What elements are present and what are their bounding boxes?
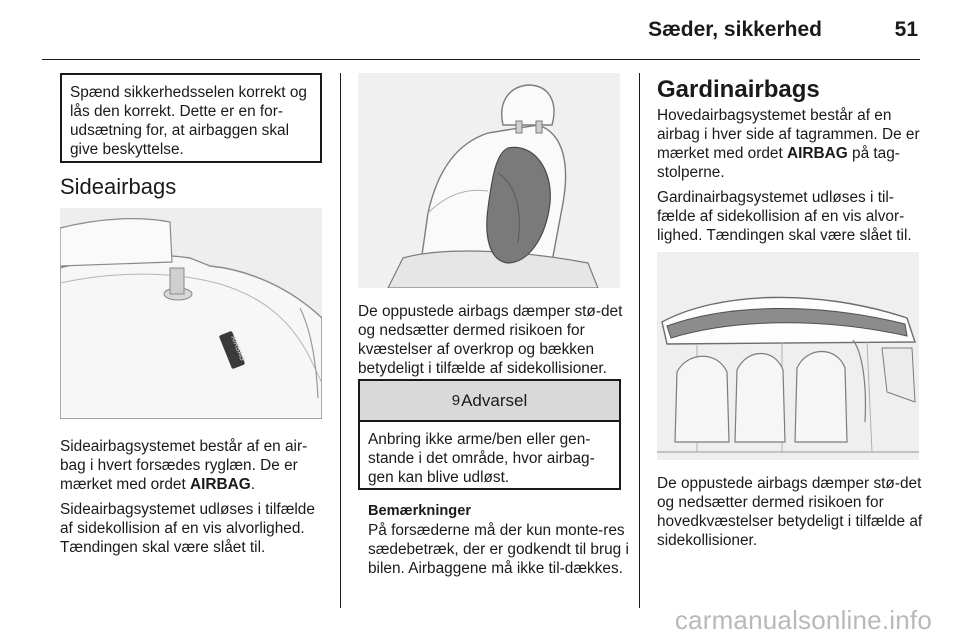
heading-gardinairbags: Gardinairbags bbox=[657, 76, 820, 103]
car-interior-drawing bbox=[657, 252, 919, 460]
notice-text: Spænd sikkerhedsselen korrekt og lås den korrekt. Dette er en for-udsætning for, at airbaggen skal give beskyttelse. bbox=[70, 84, 307, 158]
airbag-badge-label: AIRBAG bbox=[229, 334, 246, 363]
page-number: 51 bbox=[894, 18, 918, 41]
running-header-title: Sæder, sikkerhed bbox=[648, 18, 822, 41]
sideairbag-paragraph-1 bbox=[60, 437, 325, 494]
seat-backrest-drawing bbox=[60, 208, 322, 419]
column-divider-2 bbox=[639, 73, 640, 608]
seat-airbag-deployed-illustration bbox=[358, 73, 620, 288]
p1-end: . bbox=[250, 476, 256, 493]
warning-text: Anbring ikke arme/ben eller gen-stande i det område, hvor airbag-gen kan blive udløst. bbox=[368, 431, 595, 486]
warning-box bbox=[358, 379, 621, 490]
c3-airbag-bold-word: AIRBAG bbox=[787, 145, 848, 162]
warning-icon: 9 bbox=[451, 392, 461, 409]
remark-title: Bemærkninger bbox=[368, 503, 471, 519]
heading-sideairbags: Sideairbags bbox=[60, 174, 177, 199]
gardinairbag-paragraph-1 bbox=[657, 106, 923, 182]
watermark: carmanualsonline.info bbox=[674, 605, 932, 635]
curtain-airbag-illustration bbox=[657, 252, 919, 460]
header-rule bbox=[42, 59, 920, 60]
seat-airbag-drawing bbox=[358, 73, 620, 288]
col2-caption: De oppustede airbags dæmper stø-det og nedsætter dermed risikoen for kvæstelser af overkrop og bækken betydeligt i tilfælde af sidekollisioner. bbox=[358, 303, 623, 377]
warning-title: Advarsel bbox=[461, 390, 528, 410]
column-divider-1 bbox=[340, 73, 341, 608]
side-airbag-seat-illustration bbox=[60, 208, 322, 419]
notice-box bbox=[60, 73, 322, 163]
col3-caption: De oppustede airbags dæmper stø-det og nedsætter dermed risikoen for hovedkvæstelser betydeligt i tilfælde af sidekollisioner. bbox=[657, 475, 923, 549]
airbag-bold-word: AIRBAG bbox=[190, 476, 251, 493]
c3-p1-text: Hovedairbagsystemet består af en airbag i hver side af tagrammen. De er mærket med ordet bbox=[657, 107, 920, 162]
remark-text: På forsæderne må der kun monte-res sædebetræk, der er godkendt til brug i bilen. Airbaggene må ikke til-dækkes. bbox=[368, 522, 629, 577]
p1-text: Sideairbagsystemet består af en air-bag i hvert forsædes ryglæn. De er mærket med ordet bbox=[60, 438, 308, 493]
sideairbag-paragraph-2: Sideairbagsystemet udløses i tilfælde af sidekollision af en vis alvorlighed. Tændingen skal være slået til. bbox=[60, 501, 315, 556]
warning-header bbox=[360, 381, 619, 422]
c3-p1-end: på tag-stolperne. bbox=[657, 145, 900, 181]
gardinairbag-paragraph-2: Gardinairbagsystemet udløses i til-fælde af sidekollision af en vis alvor-lighed. Tændingen skal være slået til. bbox=[657, 189, 912, 244]
